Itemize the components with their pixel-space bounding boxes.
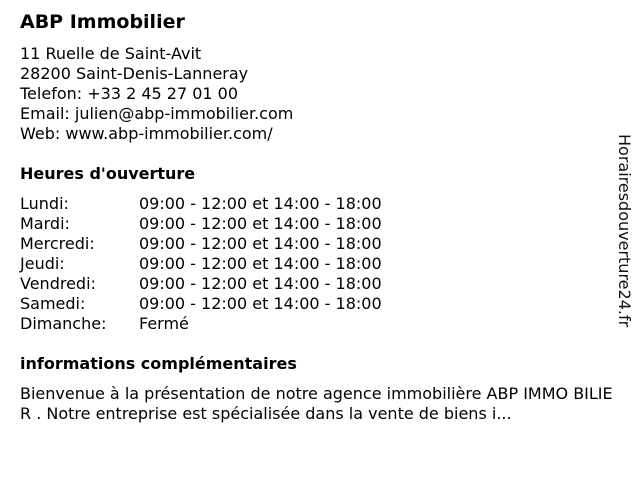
- email-line: Email: julien@abp-immobilier.com: [20, 104, 294, 123]
- hours-row: [20, 214, 382, 234]
- opening-hours-heading: Heures d'ouverture: [20, 164, 196, 183]
- day-hours: 09:00 - 12:00 et 14:00 - 18:00: [139, 294, 382, 313]
- day-hours: 09:00 - 12:00 et 14:00 - 18:00: [139, 194, 382, 213]
- day-hours: 09:00 - 12:00 et 14:00 - 18:00: [139, 274, 382, 293]
- hours-row: [20, 294, 382, 314]
- phone-line: Telefon: +33 2 45 27 01 00: [20, 84, 239, 103]
- day-label: Lundi:: [20, 194, 69, 213]
- hours-row: [20, 274, 382, 294]
- opening-hours-table: [20, 194, 382, 334]
- day-hours: 09:00 - 12:00 et 14:00 - 18:00: [139, 254, 382, 273]
- hours-row: [20, 234, 382, 254]
- day-label: Samedi:: [20, 294, 86, 313]
- hours-row: [20, 194, 382, 214]
- day-hours: 09:00 - 12:00 et 14:00 - 18:00: [139, 214, 382, 233]
- day-label: Mardi:: [20, 214, 70, 233]
- address-line-city: 28200 Saint-Denis-Lanneray: [20, 64, 249, 83]
- site-watermark: Horairesdouverture24.fr: [615, 134, 634, 328]
- day-label: Mercredi:: [20, 234, 95, 253]
- additional-info-text: Bienvenue à la présentation de notre agence immobilière ABP IMMO BILIER . Notre entreprise est spécialisée dans la vente de biens i...: [20, 384, 613, 423]
- day-label: Vendredi:: [20, 274, 96, 293]
- day-label: Jeudi:: [20, 254, 65, 273]
- day-hours: Fermé: [139, 314, 189, 333]
- hours-row: [20, 254, 382, 274]
- day-hours: 09:00 - 12:00 et 14:00 - 18:00: [139, 234, 382, 253]
- additional-info-heading: informations complémentaires: [20, 354, 297, 373]
- web-line: Web: www.abp-immobilier.com/: [20, 124, 273, 143]
- business-name: ABP Immobilier: [20, 11, 185, 33]
- hours-row: [20, 314, 382, 334]
- day-label: Dimanche:: [20, 314, 107, 333]
- contact-block: [20, 44, 293, 144]
- address-line-street: 11 Ruelle de Saint-Avit: [20, 44, 202, 63]
